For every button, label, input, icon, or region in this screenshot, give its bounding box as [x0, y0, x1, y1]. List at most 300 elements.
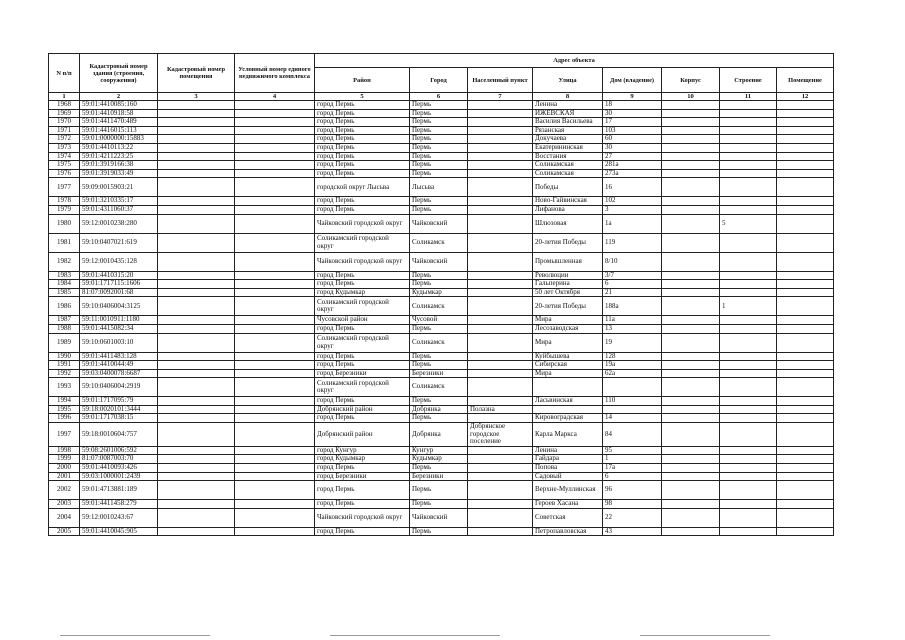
cell-row-number: 1990 [49, 352, 80, 361]
cell-house: 281а [603, 161, 662, 170]
cell-row-number: 1988 [49, 324, 80, 333]
cell-cadastral-number: 59:18:0020101:3444 [80, 405, 158, 414]
cell-row-number: 1995 [49, 405, 80, 414]
table-row [49, 500, 834, 509]
cell-street: Попова [533, 464, 603, 473]
cell-house: 3 [603, 205, 662, 214]
cell-premise-cadastral-number [158, 161, 235, 170]
table-row [49, 369, 834, 378]
cell-city: Пермь [410, 464, 468, 473]
cell-city: Пермь [410, 280, 468, 289]
cell-cadastral-number: 59:03:0400078:6687 [80, 369, 158, 378]
cell-premise-cadastral-number [158, 316, 235, 325]
cell-city: Березники [410, 369, 468, 378]
cell-city: Чайковский [410, 252, 468, 271]
cell-cadastral-number: 59:10:0406004:3125 [80, 297, 158, 316]
cell-cadastral-number: 59:09:0015903:21 [80, 178, 158, 197]
cell-premise-cadastral-number [158, 405, 235, 414]
cell-house: 3/7 [603, 271, 662, 280]
cell-settlement [468, 118, 533, 127]
cell-cadastral-number: 59:01:4211223:25 [80, 152, 158, 161]
cell-conditional-number [235, 280, 315, 289]
cell-settlement [468, 288, 533, 297]
cell-settlement [468, 101, 533, 110]
scan-artifact-line [60, 635, 210, 636]
cell-house: 6 [603, 472, 662, 481]
cell-premise [777, 333, 834, 352]
table-row [49, 271, 834, 280]
cell-street: Садовый [533, 472, 603, 481]
cell-house: 84 [603, 423, 662, 447]
column-number: 10 [662, 93, 720, 101]
cell-street: Куйбышева [533, 352, 603, 361]
cell-settlement [468, 143, 533, 152]
header-cadastral-number: Кадастровый номер здания (строения, сооружения) [80, 54, 158, 93]
column-number: 2 [80, 93, 158, 101]
column-number: 1 [49, 93, 80, 101]
cell-district: Соликамский городской округ [315, 297, 410, 316]
cell-conditional-number [235, 233, 315, 252]
scan-artifact-line [330, 635, 500, 636]
cell-city: Добрянка [410, 423, 468, 447]
column-number: 3 [158, 93, 235, 101]
header-city: Город [410, 68, 468, 93]
cell-premise-cadastral-number [158, 271, 235, 280]
cell-building [720, 446, 777, 455]
cell-premise [777, 397, 834, 406]
cell-cadastral-number: 59:01:4410315:20 [80, 271, 158, 280]
cell-building [720, 333, 777, 352]
cell-conditional-number [235, 324, 315, 333]
cell-street: Восстания [533, 152, 603, 161]
cell-row-number: 1998 [49, 446, 80, 455]
cell-conditional-number [235, 378, 315, 397]
cell-row-number: 1983 [49, 271, 80, 280]
cell-settlement [468, 169, 533, 178]
cell-row-number: 1981 [49, 233, 80, 252]
table-row [49, 455, 834, 464]
cell-building [720, 233, 777, 252]
cell-settlement [468, 397, 533, 406]
cell-city: Кунгур [410, 446, 468, 455]
cell-house: 62а [603, 369, 662, 378]
cell-premise [777, 297, 834, 316]
cell-cadastral-number: 59:01:4713881:189 [80, 481, 158, 500]
cell-premise-cadastral-number [158, 508, 235, 527]
cell-city: Соликамск [410, 378, 468, 397]
cell-cadastral-number: 59:08:2601006:592 [80, 446, 158, 455]
cell-house: 95 [603, 446, 662, 455]
header-conditional-number: Условный номер единого недвижимого комплекса [235, 54, 315, 93]
table-row [49, 333, 834, 352]
cell-house: 19 [603, 333, 662, 352]
column-number: 5 [315, 93, 410, 101]
cell-street: Василия Васильева [533, 118, 603, 127]
cell-premise [777, 178, 834, 197]
cell-corpus [662, 414, 720, 423]
cell-house: 30 [603, 143, 662, 152]
cell-street: Докучаева [533, 135, 603, 144]
table-row [49, 446, 834, 455]
cell-street: Ново-Гайвинская [533, 197, 603, 206]
table-row [49, 118, 834, 127]
cell-city: Соликамск [410, 233, 468, 252]
cell-district: город Пермь [315, 143, 410, 152]
cell-district: город Пермь [315, 271, 410, 280]
cell-premise [777, 472, 834, 481]
cell-district: Соликамский городской округ [315, 378, 410, 397]
column-number: 4 [235, 93, 315, 101]
cell-premise-cadastral-number [158, 197, 235, 206]
cell-cadastral-number: 59:01:4410085:160 [80, 101, 158, 110]
cell-city: Кудымкар [410, 455, 468, 464]
cell-corpus [662, 500, 720, 509]
cell-premise [777, 508, 834, 527]
cell-district: Чусовской район [315, 316, 410, 325]
cell-premise-cadastral-number [158, 414, 235, 423]
cell-row-number: 1991 [49, 361, 80, 370]
cell-conditional-number [235, 481, 315, 500]
cell-city: Пермь [410, 397, 468, 406]
cell-premise-cadastral-number [158, 481, 235, 500]
table-row [49, 252, 834, 271]
cell-city: Пермь [410, 527, 468, 536]
cell-building [720, 109, 777, 118]
cell-premise-cadastral-number [158, 464, 235, 473]
table-row [49, 205, 834, 214]
cell-corpus [662, 197, 720, 206]
cell-street [533, 378, 603, 397]
cell-building [720, 252, 777, 271]
cell-row-number: 2003 [49, 500, 80, 509]
cell-premise-cadastral-number [158, 397, 235, 406]
header-corpus: Корпус [662, 68, 720, 93]
cell-conditional-number [235, 464, 315, 473]
cell-city: Пермь [410, 352, 468, 361]
cell-row-number: 1994 [49, 397, 80, 406]
cell-premise-cadastral-number [158, 423, 235, 447]
cell-settlement [468, 464, 533, 473]
cell-premise [777, 316, 834, 325]
cell-city: Добрянка [410, 405, 468, 414]
cell-conditional-number [235, 333, 315, 352]
table-row [49, 152, 834, 161]
cell-building [720, 527, 777, 536]
cell-city: Лысьва [410, 178, 468, 197]
cell-corpus [662, 446, 720, 455]
cell-premise [777, 288, 834, 297]
table-row [49, 233, 834, 252]
cell-premise [777, 446, 834, 455]
cell-district: Чайковский городской округ [315, 508, 410, 527]
cell-house [603, 405, 662, 414]
cell-settlement [468, 508, 533, 527]
cell-building [720, 126, 777, 135]
cell-premise [777, 271, 834, 280]
table-row [49, 397, 834, 406]
cell-row-number: 1976 [49, 169, 80, 178]
cell-premise [777, 414, 834, 423]
cell-house: 8/10 [603, 252, 662, 271]
header-premise-cadastral-number: Кадастровый номер помещения [158, 54, 235, 93]
cell-row-number: 1970 [49, 118, 80, 127]
cell-district: Соликамский городской округ [315, 333, 410, 352]
cell-settlement [468, 233, 533, 252]
cell-house: 21 [603, 288, 662, 297]
cell-premise-cadastral-number [158, 527, 235, 536]
cell-row-number: 1992 [49, 369, 80, 378]
cell-cadastral-number: 81:07:0092001:68 [80, 288, 158, 297]
cell-premise-cadastral-number [158, 446, 235, 455]
cell-conditional-number [235, 472, 315, 481]
table-row [49, 297, 834, 316]
column-number: 8 [533, 93, 603, 101]
cell-house: 18 [603, 101, 662, 110]
cell-building [720, 118, 777, 127]
cell-street: Ленина [533, 101, 603, 110]
cell-premise [777, 101, 834, 110]
cell-city: Пермь [410, 169, 468, 178]
cell-premise [777, 205, 834, 214]
table-row [49, 481, 834, 500]
cell-settlement [468, 205, 533, 214]
cell-row-number: 1987 [49, 316, 80, 325]
cell-premise-cadastral-number [158, 297, 235, 316]
cell-street: 50 лет Октября [533, 288, 603, 297]
cell-cadastral-number: 59:01:1717095:79 [80, 397, 158, 406]
header-building: Строение [720, 68, 777, 93]
cell-house: 98 [603, 500, 662, 509]
cell-premise [777, 405, 834, 414]
cell-conditional-number [235, 500, 315, 509]
cell-district: город Пермь [315, 126, 410, 135]
cell-premise-cadastral-number [158, 169, 235, 178]
cell-cadastral-number: 59:01:3919033:49 [80, 169, 158, 178]
cell-conditional-number [235, 135, 315, 144]
header-row-number: N п/п [49, 54, 80, 93]
table-row [49, 214, 834, 233]
cell-city: Пермь [410, 361, 468, 370]
cell-premise [777, 378, 834, 397]
cell-corpus [662, 280, 720, 289]
cell-premise [777, 252, 834, 271]
cell-conditional-number [235, 414, 315, 423]
cell-street: Гальперина [533, 280, 603, 289]
cell-premise-cadastral-number [158, 233, 235, 252]
cell-conditional-number [235, 508, 315, 527]
cell-building [720, 500, 777, 509]
cell-conditional-number [235, 197, 315, 206]
table-row [49, 280, 834, 289]
cell-row-number: 1968 [49, 101, 80, 110]
cell-district: город Пермь [315, 135, 410, 144]
cell-city: Пермь [410, 143, 468, 152]
cell-cadastral-number: 59:01:4410918:58 [80, 109, 158, 118]
cell-building [720, 352, 777, 361]
cell-city: Пермь [410, 161, 468, 170]
header-street: Улица [533, 68, 603, 93]
cell-building [720, 169, 777, 178]
cell-conditional-number [235, 169, 315, 178]
cell-house: 30 [603, 109, 662, 118]
cell-premise [777, 500, 834, 509]
property-registry-table [48, 53, 834, 536]
cell-settlement [468, 178, 533, 197]
cell-conditional-number [235, 369, 315, 378]
cell-building [720, 143, 777, 152]
cell-street: Мира [533, 316, 603, 325]
cell-street: Верхне-Муллинская [533, 481, 603, 500]
cell-house: 6 [603, 280, 662, 289]
cell-building [720, 369, 777, 378]
cell-building [720, 178, 777, 197]
cell-premise-cadastral-number [158, 378, 235, 397]
table-row [49, 324, 834, 333]
cell-premise [777, 233, 834, 252]
cell-settlement [468, 316, 533, 325]
cell-district: город Пермь [315, 324, 410, 333]
cell-building [720, 288, 777, 297]
cell-street: ИЖЕВСКАЯ [533, 109, 603, 118]
cell-cadastral-number: 59:01:4411470:489 [80, 118, 158, 127]
cell-premise-cadastral-number [158, 109, 235, 118]
cell-premise-cadastral-number [158, 333, 235, 352]
cell-premise [777, 324, 834, 333]
cell-street: Лифанова [533, 205, 603, 214]
cell-settlement [468, 527, 533, 536]
table-row [49, 378, 834, 397]
cell-district: город Пермь [315, 169, 410, 178]
cell-street: Кировоградская [533, 414, 603, 423]
scan-artifact-line [640, 635, 770, 636]
cell-corpus [662, 481, 720, 500]
cell-settlement [468, 352, 533, 361]
cell-city: Пермь [410, 118, 468, 127]
cell-settlement [468, 369, 533, 378]
cell-conditional-number [235, 271, 315, 280]
cell-cadastral-number: 59:10:0407021:619 [80, 233, 158, 252]
cell-row-number: 1984 [49, 280, 80, 289]
cell-corpus [662, 508, 720, 527]
cell-city: Пермь [410, 324, 468, 333]
cell-cadastral-number: 81:07:0087003:70 [80, 455, 158, 464]
cell-conditional-number [235, 297, 315, 316]
cell-conditional-number [235, 397, 315, 406]
cell-row-number: 2002 [49, 481, 80, 500]
cell-corpus [662, 143, 720, 152]
cell-house: 102 [603, 197, 662, 206]
cell-building: 5 [720, 214, 777, 233]
cell-row-number: 2001 [49, 472, 80, 481]
cell-row-number: 1982 [49, 252, 80, 271]
cell-cadastral-number: 59:01:4411483:128 [80, 352, 158, 361]
cell-street: Соликамская [533, 161, 603, 170]
cell-street: Гайдара [533, 455, 603, 464]
cell-premise [777, 352, 834, 361]
table-row [49, 352, 834, 361]
cell-building [720, 455, 777, 464]
cell-district: город Пермь [315, 161, 410, 170]
cell-premise-cadastral-number [158, 455, 235, 464]
table-row [49, 405, 834, 414]
cell-corpus [662, 397, 720, 406]
cell-corpus [662, 161, 720, 170]
cell-street: Революции [533, 271, 603, 280]
cell-district: город Пермь [315, 481, 410, 500]
cell-corpus [662, 333, 720, 352]
cell-conditional-number [235, 316, 315, 325]
cell-city: Кудымкар [410, 288, 468, 297]
cell-corpus [662, 214, 720, 233]
cell-building [720, 101, 777, 110]
cell-settlement [468, 446, 533, 455]
cell-corpus [662, 352, 720, 361]
cell-house: 1 [603, 455, 662, 464]
cell-row-number: 1980 [49, 214, 80, 233]
cell-cadastral-number: 59:01:4311060:37 [80, 205, 158, 214]
cell-district: Соликамский городской округ [315, 233, 410, 252]
cell-district: город Пермь [315, 464, 410, 473]
cell-premise-cadastral-number [158, 288, 235, 297]
cell-premise [777, 464, 834, 473]
cell-cadastral-number: 59:18:0010604:757 [80, 423, 158, 447]
cell-cadastral-number: 59:12:0010238:280 [80, 214, 158, 233]
cell-settlement [468, 197, 533, 206]
cell-row-number: 2005 [49, 527, 80, 536]
table-row [49, 464, 834, 473]
cell-cadastral-number: 59:12:0010243:67 [80, 508, 158, 527]
cell-house: 14 [603, 414, 662, 423]
cell-settlement [468, 161, 533, 170]
cell-row-number: 1997 [49, 423, 80, 447]
cell-cadastral-number: 59:01:4410093:426 [80, 464, 158, 473]
cell-building [720, 161, 777, 170]
cell-premise [777, 143, 834, 152]
table-row [49, 527, 834, 536]
cell-city: Пермь [410, 152, 468, 161]
cell-corpus [662, 178, 720, 197]
cell-premise-cadastral-number [158, 214, 235, 233]
cell-premise-cadastral-number [158, 178, 235, 197]
cell-corpus [662, 464, 720, 473]
cell-building: 1 [720, 297, 777, 316]
cell-premise [777, 369, 834, 378]
cell-district: город Кудымкар [315, 288, 410, 297]
cell-corpus [662, 205, 720, 214]
cell-district: город Березники [315, 369, 410, 378]
cell-corpus [662, 369, 720, 378]
table-row [49, 508, 834, 527]
table-row [49, 169, 834, 178]
cell-city: Соликамск [410, 297, 468, 316]
cell-cadastral-number: 59:11:0010911:1180 [80, 316, 158, 325]
cell-premise [777, 527, 834, 536]
cell-corpus [662, 455, 720, 464]
cell-city: Пермь [410, 271, 468, 280]
cell-house: 43 [603, 527, 662, 536]
cell-street: Сибирская [533, 361, 603, 370]
table-row [49, 288, 834, 297]
cell-cadastral-number: 59:01:3210335:17 [80, 197, 158, 206]
cell-cadastral-number: 59:01:4410113:22 [80, 143, 158, 152]
cell-city: Пермь [410, 126, 468, 135]
cell-premise-cadastral-number [158, 126, 235, 135]
cell-premise-cadastral-number [158, 280, 235, 289]
cell-street: Шлюзовая [533, 214, 603, 233]
cell-cadastral-number: 59:10:0601003:10 [80, 333, 158, 352]
cell-row-number: 2000 [49, 464, 80, 473]
cell-house: 96 [603, 481, 662, 500]
